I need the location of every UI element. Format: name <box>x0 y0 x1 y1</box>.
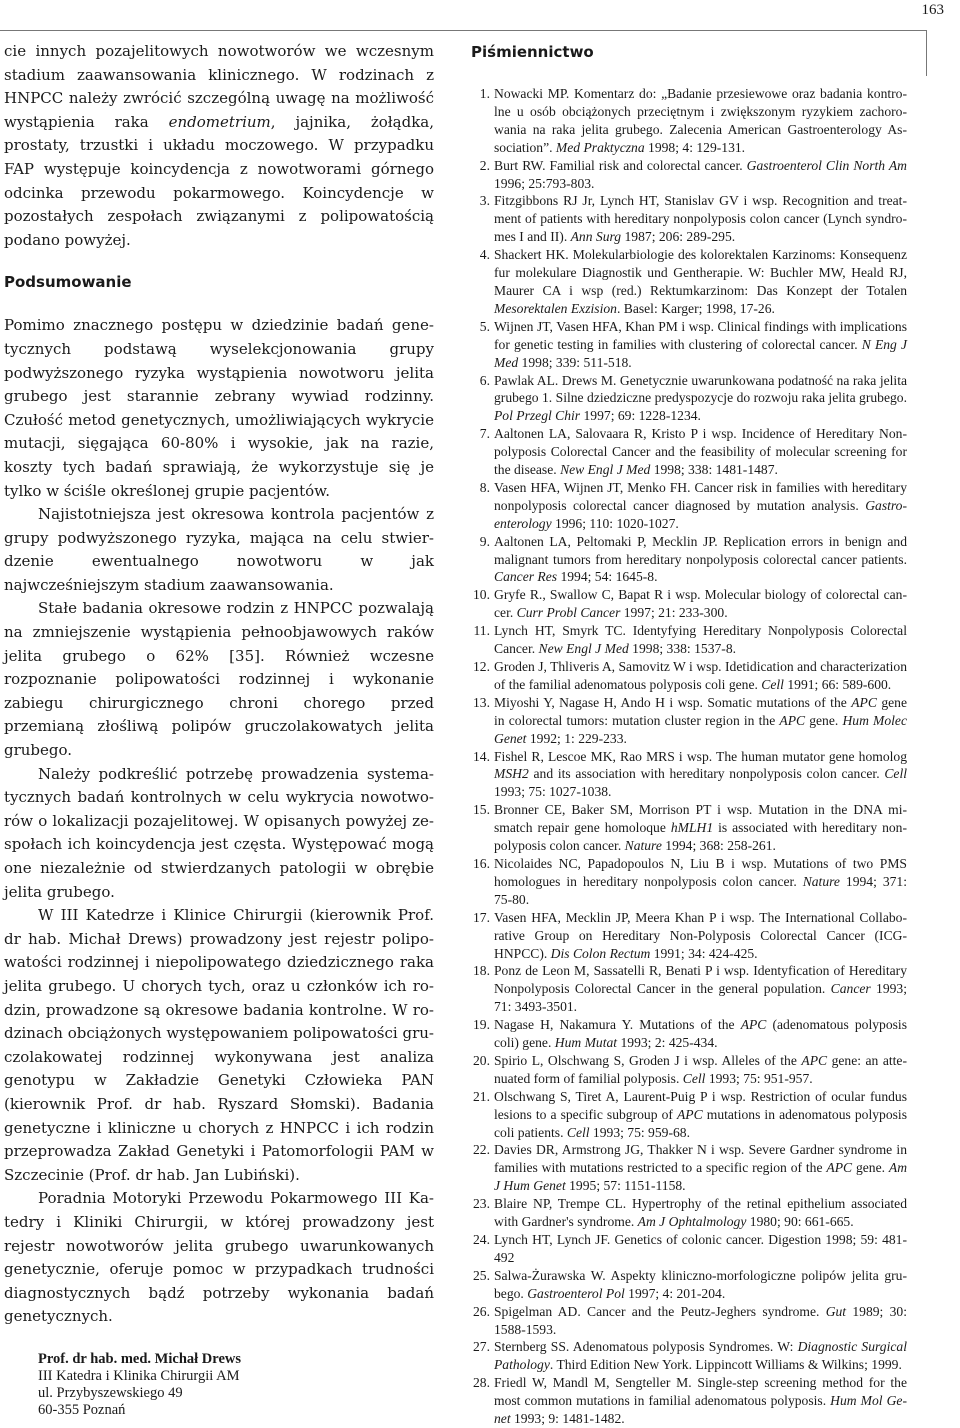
text-run: 1995; 57: 1151-1158. <box>565 1178 686 1194</box>
summary-paragraph: Poradnia Motoryki Przewodu Pokarmowego III Katedry i Kliniki Chirurgii, w której prowadzony jest rejestr nowotworów jelita grubego uwarunkowanych genetycznie, oferuje pomoc w przypadkach trudności diagnostycznych bądź potrzeby wykonania badań genetycznych. <box>4 1189 434 1326</box>
text-run: Salwa-Żurawska W. Aspekty kliniczno-morfologiczne polipów jelita grubego. <box>494 1267 907 1301</box>
italic-text: Hum Mutat <box>554 1035 618 1051</box>
reference-item <box>471 1267 907 1303</box>
text-run: Bronner CE, Baker SM, Morrison PT i wsp. Mutation in the DNA mismatch repair gene homoloque <box>494 802 907 836</box>
text-run: Groden J, Thliveris A, Samovitz W i wsp. Idetidication and characterization of the familial adenomatous polyposis coli gene. <box>494 659 907 692</box>
reference-item <box>471 748 907 802</box>
italic-text: Cell <box>884 766 907 782</box>
text-run: Nowacki MP. Komentarz do: „Badanie przesiewowe oraz badania kontrolne u osób obciążonych przeciętnym i zwiększonym ryzykiem zachorowania na raka jelita grubego. Zalecenia American Gastroenterology Association”. <box>494 86 907 155</box>
section-title-summary: Podsumowanie <box>4 273 132 292</box>
text-run: Fitzgibbons RJ Jr, Lynch HT, Stanislav GV i wsp. Recognition and treatment of patients with hereditary nonpolyposis colon cancer (Lynch syndromes I and II). <box>494 193 907 245</box>
author-name: Prof. dr hab. med. Michał Drews <box>38 1350 241 1367</box>
italic-text: New Engl J Med <box>560 462 651 478</box>
text-run: 1997; 21: 233-300. <box>620 605 728 621</box>
text-run: Aaltonen LA, Salovaara R, Kristo P i wsp. Incidence of Hereditary Nonpolyposis Colorectal Cancer and the feasibility of molecular screening for the disease. <box>494 426 907 478</box>
italic-text: Dis Colon Rectum <box>550 945 651 961</box>
reference-item <box>471 1052 907 1088</box>
reference-number: 28. <box>473 1375 490 1391</box>
reference-item <box>471 1088 907 1142</box>
header-corner-rule <box>926 30 927 76</box>
reference-item <box>471 479 907 533</box>
italic-text: Pol Przegl Chir <box>494 408 581 424</box>
italic-text: Nature <box>802 873 840 889</box>
reference-number: 25. <box>473 1267 490 1283</box>
italic-text: Gastroenterol Clin North Am <box>746 157 907 173</box>
reference-item <box>471 85 907 157</box>
summary-paragraph: W III Katedrze i Klinice Chirurgii (kierownik Prof. dr hab. Michał Drews) prowadzony jest rejestr polipowatości rodzinnej i niepolipowatego dziedzicznego raka jelita grubego. U chorych tych, oraz u członków ich rodzin, prowadzone są okresowe badania kontrolne. W rodzinach obciążonych występowaniem polipowatości gruczolakowatej rodzinnej wykonywana jest analiza genotypu w Zakładzie Genetyki Człowieka PAN (kierownik Prof. dr hab. Ryszard Słomski). Badania genetyczne i kliniczne u chorych z HNPCC i ich rodzin przeprowadza Zakład Genetyki i Patomorfologii PAM w Szczecinie (Prof. dr hab. Jan Lubiński). <box>4 906 434 1184</box>
reference-item <box>471 318 907 372</box>
reference-item <box>471 425 907 479</box>
reference-item <box>471 909 907 963</box>
left-column <box>4 40 434 1419</box>
reference-item <box>471 658 907 694</box>
address-line-city: 60-355 Poznań <box>38 1401 126 1418</box>
author-address <box>38 1351 434 1419</box>
text-run: 1996; 25:793-803. <box>494 175 595 191</box>
text-run: 1994; 368: 258-261. <box>661 838 776 854</box>
text-run: 1998; 339: 511-518. <box>518 354 632 370</box>
text-run: Friedl W, Mandl M, Sengteller M. Single-step screening method for the most common mutations in familial adenomatous polyposis. <box>494 1375 907 1409</box>
text-run: 1991; 66: 589-600. <box>783 676 892 692</box>
text-run: . Third Edition New York. Lippincott Williams & Wilkins; 1999. <box>549 1357 902 1373</box>
reference-number: 4. <box>479 247 490 263</box>
reference-number: 9. <box>479 533 490 549</box>
reference-item <box>471 1141 907 1195</box>
reference-item <box>471 622 907 658</box>
text-run: is associated with hereditary non-polyposis colon cancer. <box>494 820 907 854</box>
text-run: 1996; 110: 1020-1027. <box>551 515 679 531</box>
italic-text: APC <box>851 694 877 710</box>
text-run: 1998; 338: 1537-8. <box>628 641 737 657</box>
text-run: Davies DR, Armstrong JG, Thakker N i wsp. Severe Gardner syndrome in families with mutations restricted to a specific region of the <box>494 1142 907 1176</box>
italic-text: Cancer Res <box>494 569 558 585</box>
italic-text: APC <box>826 1160 853 1176</box>
reference-list <box>471 85 907 1428</box>
italic-text: Am J Hum Genet <box>494 1160 908 1194</box>
reference-item <box>471 1231 907 1267</box>
reference-number: 10. <box>473 587 490 603</box>
text-run: Wijnen JT, Vasen HFA, Khan PM i wsp. Clinical findings with implications for genetic testing in families with clustering of colorectal cancer. <box>494 318 907 352</box>
text-run: 1980; 90: 661-665. <box>746 1214 854 1230</box>
address-line-department: III Katedra i Klinika Chirurgii AM <box>38 1367 240 1384</box>
text-run: mutations in adenomatous polyposis coli patients. <box>494 1106 907 1140</box>
italic-text: Cell <box>682 1070 706 1086</box>
text-run: Vasen HFA, Wijnen JT, Menko FH. Cancer risk in families with hereditary nonpolyposis colorectal cancer diagnosed by mutation analysis. <box>494 479 907 513</box>
italic-text: APC <box>740 1017 767 1033</box>
reference-number: 20. <box>473 1052 490 1068</box>
page-number: 163 <box>921 2 944 18</box>
text-run: gene: an attenuated form of familial polyposis. <box>494 1052 907 1086</box>
reference-item <box>471 694 907 748</box>
text-run: Olschwang S, Tiret A, Laurent-Puig P i wsp. Restriction of ocular fundus lesions to a specific subgroup of <box>494 1088 907 1122</box>
italic-text: Hum Mol Genet <box>494 1393 907 1427</box>
italic-text: Hum Molec Genet <box>494 712 908 746</box>
reference-item <box>471 855 907 909</box>
italic-text: APC <box>779 712 806 728</box>
text-run: Miyoshi Y, Nagase H, Ando H i wsp. Somatic mutations of the <box>494 694 852 710</box>
italic-text: Cell <box>761 676 784 692</box>
italic-text: Cell <box>566 1124 590 1140</box>
text-run: Aaltonen LA, Peltomaki P, Mecklin JP. Replication errors in benign and malignant tumors from hereditary nonpolyposis colorectal cancer patients. <box>494 533 907 567</box>
text-run: 1994; 54: 1645-8. <box>557 569 658 585</box>
text-run: and its association with hereditary nonpolyposis colon cancer. <box>528 766 885 782</box>
text-run: Nicolaides NC, Papadopoulos N, Liu B i wsp. Mutations of two PMS homologues in hereditary nonpolyposis colon cancer. <box>494 855 907 889</box>
reference-number: 11. <box>473 623 490 639</box>
text-run: Lynch HT, Smyrk TC. Identyfying Hereditary Nonpolyposis Colorectal Cancer. <box>494 623 907 657</box>
text-run: 1992; 1: 229-233. <box>526 730 627 746</box>
reference-number: 15. <box>473 802 490 818</box>
reference-number: 16. <box>473 855 490 871</box>
reference-item <box>471 586 907 622</box>
italic-text: MSH2 <box>494 766 529 782</box>
italic-text: Gastroenterology <box>494 497 907 531</box>
text-run: 1987; 206: 289-295. <box>621 229 736 245</box>
italic-text: Gastroenterol Pol <box>527 1285 625 1301</box>
text-run: 1998; 4: 129-131. <box>644 139 746 155</box>
summary-paragraph: Najistotniejsza jest okresowa kontrola pacjentów z grupy podwyższonego ryzyka, mająca na celu stwierdzenie ewentualnego nowotworu w jak najwcześniejszym stadium zaawansowania. <box>4 505 434 594</box>
reference-item <box>471 372 907 426</box>
italic-text: New Engl J Med <box>538 641 629 657</box>
reference-item <box>471 192 907 246</box>
text-run: , jajnika, żołądka, prostaty, trzustki i układu moczowego. W przypadku FAP występuje koincydencja z nowotworami górnego odcinka przewodu pokarmowego. Koincydencje w pozostałych zespołach związanymi z polipowatością podano powyżej. <box>4 112 435 249</box>
italic-text: APC <box>676 1106 703 1122</box>
summary-section <box>4 314 434 1329</box>
reference-number: 6. <box>479 372 490 388</box>
italic-text: Am J Ophtalmology <box>637 1214 747 1230</box>
reference-item <box>471 1016 907 1052</box>
text-run: 1993; 75: 959-68. <box>589 1124 690 1140</box>
reference-number: 17. <box>473 909 490 925</box>
references-title: Piśmiennictwo <box>471 43 594 61</box>
address-line-street: ul. Przybyszewskiego 49 <box>38 1384 183 1401</box>
text-run: Lynch HT, Lynch JF. Genetics of colonic cancer. Digestion 1998; 59: 481-492 <box>494 1232 907 1265</box>
text-run: cie innych pozajelitowych nowotworów we wczesnym stadium zaawansowania klinicznego. W rodzinach z HNPCC należy zwrócić szczególną uwagę na możliwość wystąpienia raka <box>4 42 434 131</box>
italic-text: Cancer <box>830 981 871 997</box>
text-run: Spirio L, Olschwang S, Groden J i wsp. Alleles of the <box>494 1052 802 1068</box>
text-run: 1997; 4: 201-204. <box>624 1285 726 1301</box>
text-run: 1993; 71: 3493-3501. <box>494 981 907 1015</box>
reference-item <box>471 533 907 587</box>
text-run: Pawlak AL. Drews M. Genetycznie uwarunkowana podatność na raka jelita grubego 1. Silne dziedziczne predyspozycje do rozwoju raka jelita grubego. <box>494 372 907 406</box>
text-run: 1993; 2: 425-434. <box>617 1035 718 1051</box>
text-run: Blaire NP, Trempe CL. Hypertrophy of the retinal epithelium associated with Gardner's syndrome. <box>494 1196 907 1230</box>
italic-text: Nature <box>624 838 662 854</box>
italic-text: Ann Surg <box>570 229 622 245</box>
italic-text: N Eng J Med <box>494 336 907 370</box>
italic-text: Curr Probl Cancer <box>516 605 621 621</box>
reference-number: 1. <box>479 86 490 101</box>
reference-item <box>471 1303 907 1339</box>
reference-number: 8. <box>479 479 490 495</box>
reference-item <box>471 1374 907 1428</box>
italic-text: Mesorektalen Exzision <box>494 300 617 316</box>
text-run: Fishel R, Lescoe MK, Rao MRS i wsp. The human mutator gene homolog <box>494 748 907 764</box>
text-run: Ponz de Leon M, Sassatelli R, Benati P i wsp. Identyfication of Hereditary Nonpolyposis Colorectal Cancer in the general population. <box>494 963 907 997</box>
reference-item <box>471 1195 907 1231</box>
reference-number: 18. <box>473 963 490 979</box>
reference-item <box>471 157 907 193</box>
text-run: (adenomatous polyposis coli) gene. <box>494 1017 907 1051</box>
italic-text: hMLH1 <box>670 820 714 836</box>
reference-number: 14. <box>473 748 490 764</box>
reference-number: 27. <box>473 1339 490 1355</box>
text-run: Spigelman AD. Cancer and the Peutz-Jeghers syndrome. <box>494 1303 826 1319</box>
reference-item <box>471 962 907 1016</box>
reference-item <box>471 1338 907 1374</box>
reference-number: 22. <box>473 1142 490 1158</box>
reference-number: 7. <box>479 426 490 442</box>
right-column <box>471 42 907 1428</box>
reference-number: 12. <box>473 659 490 674</box>
italic-text: Gut <box>825 1303 847 1319</box>
text-run: Vasen HFA, Mecklin JP, Meera Khan P i wsp. The International Collaborative Group on Hereditary Non-Polyposis Colorectal Cancer (ICG-HNPCC). <box>494 909 907 961</box>
italic-text: Diagnostic Surgical Pathology <box>494 1339 907 1373</box>
italic-text: APC <box>801 1052 828 1068</box>
reference-number: 23. <box>473 1196 490 1212</box>
reference-item <box>471 246 907 318</box>
intro-paragraph <box>4 40 434 252</box>
text-run: Sternberg SS. Adenomatous polyposis Syndromes. W: <box>494 1339 798 1355</box>
reference-number: 3. <box>479 193 490 209</box>
text-run: 1993; 75: 951-957. <box>705 1070 813 1086</box>
text-run: 1997; 69: 1228-1234. <box>580 408 701 424</box>
text-run: 1993; 9: 1481-1482. <box>510 1411 625 1427</box>
text-run: gene. <box>805 712 843 728</box>
summary-paragraph: Stałe badania okresowe rodzin z HNPCC pozwalają na zmniejszenie wystąpienia pełnoobjawowych raków jelita grubego o 62% [35]. Również wczesne rozpoznanie polipowatości rodzinnej i wykonanie zabiegu chirurgicznego chroni chorego przed przemianą złośliwą polipów gruczolakowatych jelita grubego. <box>4 599 434 760</box>
text-run: Shackert HK. Molekularbiologie des kolorektalen Karzinoms: Konsequenz fur molekulare Diagnostik und Gentherapie. W: Buchler MW, Heald RJ, Maurer CA i wsp (red.) Rektumkarzinom: Das Konzept der Totalen <box>494 247 907 298</box>
reference-number: 13. <box>473 694 490 710</box>
text-run: 1989; 30: 1588-1593. <box>494 1303 907 1337</box>
text-run: Burt RW. Familial risk and colorectal cancer. <box>494 157 747 173</box>
text-run: gene. <box>852 1160 889 1176</box>
text-run: 1994; 371: 75-80. <box>494 873 907 907</box>
reference-number: 24. <box>473 1232 490 1247</box>
summary-paragraph: Należy podkreślić potrzebę prowadzenia systematycznych badań kontrolnych w celu wykrycia nowotworów o lokalizacji pozajelitowej. W opisanych powyżej zespołach ich koincydencja jest częsta. Występować mogą one niezależnie od stwierdzanych patologii w obrębie jelita grubego. <box>4 764 434 901</box>
text-run: Gryfe R., Swallow C, Bapat R i wsp. Molecular biology of colorectal cancer. <box>494 587 907 621</box>
text-run: gene in colorectal tumors: mutation cluster region in the <box>494 694 908 728</box>
reference-number: 21. <box>473 1088 490 1104</box>
reference-number: 26. <box>473 1303 490 1319</box>
reference-number: 19. <box>473 1017 490 1033</box>
text-run: 1998; 338: 1481-1487. <box>650 462 778 478</box>
italic-text: Med Praktyczna <box>555 139 645 155</box>
summary-paragraph: Pomimo znacznego postępu w dziedzinie badań genetycznych podstawą wyselekcjonowania grupy podwyższonego ryzyka wystąpienia nowotworu jelita grubego jest starannie zebrany wywiad rodzinny. Czułość metod genetycznych, umożliwiających wykrycie mutacji, sięgająca 60-80% i wysokie, jak na razie, koszty tych badań sprawiają, że wykorzystuje się je tylko w ściśle określonej grupie pacjentów. <box>4 316 434 500</box>
text-run: . Basel: Karger; 1998, 17-26. <box>616 300 775 316</box>
italic-text: endometrium <box>168 112 271 131</box>
text-run: 1993; 75: 1027-1038. <box>494 784 612 800</box>
text-run: 1991; 34: 424-425. <box>650 945 758 961</box>
reference-item <box>471 801 907 855</box>
reference-number: 2. <box>479 157 490 173</box>
reference-number: 5. <box>479 318 490 334</box>
header-rule <box>0 30 926 31</box>
text-run: Nagase H, Nakamura Y. Mutations of the <box>494 1017 741 1033</box>
